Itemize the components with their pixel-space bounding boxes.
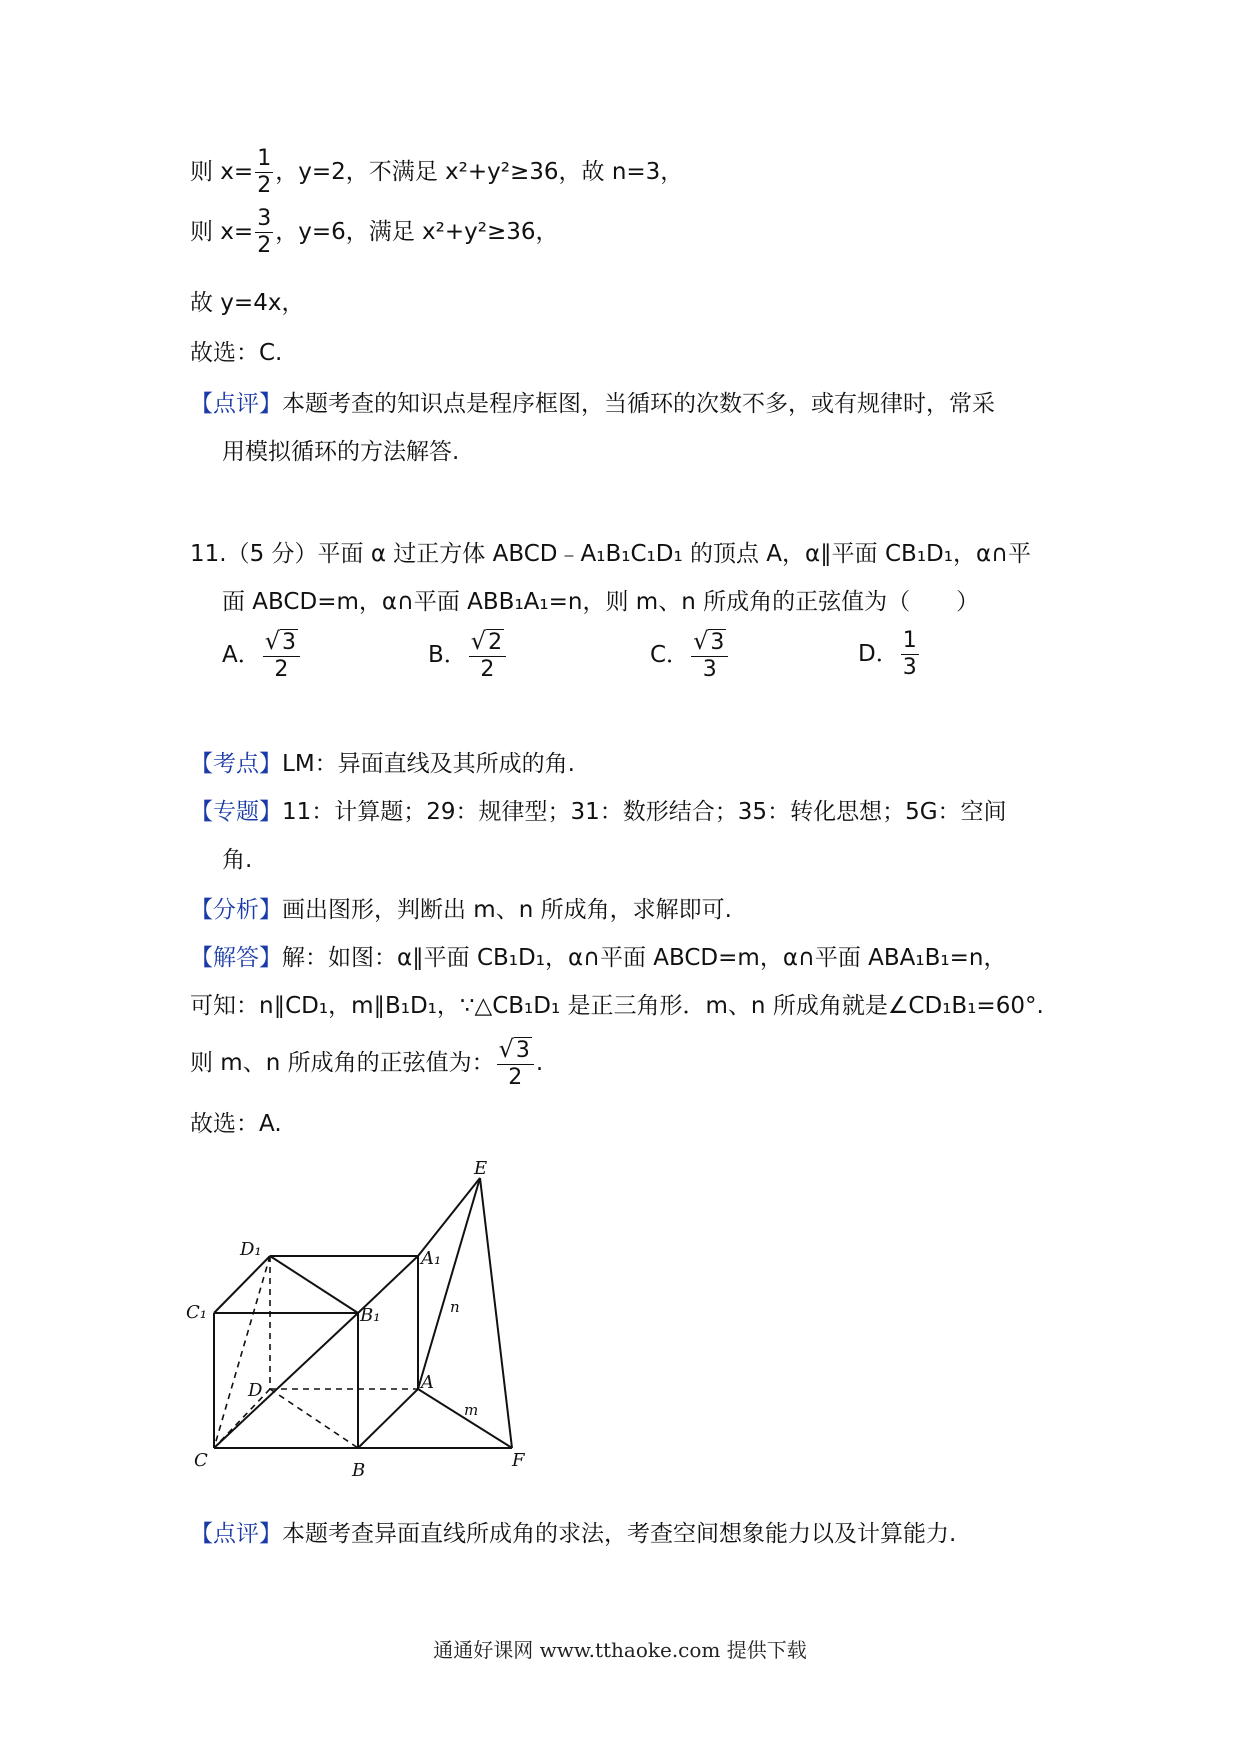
zhuanti-text: 11：计算题；29：规律型；31：数形结合；35：转化思想；5G：空间	[282, 799, 1007, 825]
jieda-line-3	[190, 1036, 543, 1091]
label-c1: C₁	[186, 1302, 207, 1323]
edge-d1-b1	[270, 1256, 358, 1313]
label-b: B	[352, 1460, 366, 1481]
edge-d-b	[270, 1389, 358, 1448]
radicand: 2	[488, 630, 503, 655]
review-text: 本题考查的知识点是程序框图，当循环的次数不多，或有规律时，常采	[282, 391, 995, 417]
numerator	[497, 1036, 534, 1064]
sqrt	[499, 1036, 532, 1064]
label-a: A	[421, 1372, 434, 1393]
label-f: F	[512, 1450, 525, 1471]
text: .	[535, 1050, 544, 1076]
radicand: 3	[710, 630, 725, 655]
fraction	[255, 206, 273, 259]
fenxi-line	[190, 894, 732, 926]
text: 则 x=	[190, 159, 254, 185]
review-1-cont: 用模拟循环的方法解答.	[222, 439, 460, 465]
radicand: 3	[282, 630, 297, 655]
kaodian-line	[190, 748, 575, 780]
zhuanti-line	[190, 796, 1007, 828]
choice-d	[858, 628, 921, 681]
radicand: 3	[515, 1038, 530, 1063]
fenxi-text: 画出图形，判断出 m、n 所成角，求解即可.	[282, 897, 732, 923]
numerator: 1	[902, 628, 917, 653]
line-n	[418, 1178, 480, 1389]
fraction	[691, 628, 728, 683]
question-11-line-1: 11.（5 分）平面 α 过正方体 ABCD﹣A₁B₁C₁D₁ 的顶点 A，α∥平面 CB₁D₁，α∩平	[190, 541, 1031, 567]
fraction	[263, 628, 300, 683]
text: ，y=2，不满足 x²+y²≥36，故 n=3，	[275, 159, 684, 185]
text: 则 x=	[190, 219, 254, 245]
sqrt	[471, 628, 504, 656]
kaodian-tag: 【考点】	[190, 751, 282, 777]
denominator: 3	[902, 655, 917, 680]
label-b1: B₁	[360, 1305, 381, 1326]
denominator: 2	[497, 1064, 534, 1091]
line-1	[190, 146, 683, 199]
fraction	[901, 628, 919, 681]
edge-e-f	[480, 1178, 512, 1448]
numerator: 3	[257, 206, 272, 231]
denominator: 2	[257, 173, 272, 198]
text: ，y=6，满足 x²+y²≥36，	[275, 219, 559, 245]
radical-sign: √	[264, 627, 281, 655]
review-2	[190, 1518, 956, 1550]
page-footer: 通通好课网 www.tthaoke.com 提供下载	[433, 1638, 807, 1662]
zhuanti-tag: 【专题】	[190, 799, 282, 825]
edge-d1-c1	[214, 1256, 270, 1313]
review-1	[190, 388, 995, 420]
edge-a1-e	[418, 1178, 480, 1256]
label-d1: D₁	[240, 1239, 262, 1260]
vertex-labels	[186, 1158, 526, 1481]
choice-c	[650, 628, 730, 683]
choice-label: A．	[222, 642, 261, 668]
choice-label: C．	[650, 642, 690, 668]
label-m: m	[464, 1401, 479, 1419]
sqrt	[693, 628, 726, 656]
radical-sign: √	[470, 627, 487, 655]
choice-label: D．	[858, 641, 899, 667]
fraction	[469, 628, 506, 683]
numerator	[691, 628, 728, 656]
cube-figure	[186, 1158, 550, 1490]
radical-sign: √	[693, 627, 709, 655]
numerator	[469, 628, 506, 656]
choice-a	[222, 628, 302, 683]
jieda-line-2: 可知：n∥CD₁，m∥B₁D₁，∵△CB₁D₁ 是正三角形．m、n 所成角就是∠CD₁B₁=60°.	[190, 993, 1044, 1019]
radical-sign: √	[498, 1035, 514, 1063]
jieda-line	[190, 942, 1006, 974]
line-4: 故选：C.	[190, 340, 283, 366]
denominator: 2	[263, 656, 300, 683]
denominator: 3	[691, 656, 728, 683]
edge-b-a	[358, 1389, 418, 1448]
line-2	[190, 206, 559, 259]
kaodian-text: LM：异面直线及其所成的角.	[282, 751, 575, 777]
denominator: 2	[469, 656, 506, 683]
review-tag: 【点评】	[190, 1521, 282, 1547]
review-text: 本题考查异面直线所成角的求法，考查空间想象能力以及计算能力.	[282, 1521, 957, 1547]
review-tag: 【点评】	[190, 391, 282, 417]
choice-label: B．	[428, 642, 467, 668]
jieda-tag: 【解答】	[190, 945, 282, 971]
label-d: D	[248, 1380, 263, 1401]
denominator: 2	[257, 233, 272, 258]
label-c: C	[194, 1450, 208, 1471]
numerator	[263, 628, 300, 656]
answer-choices	[222, 628, 982, 688]
choice-b	[428, 628, 508, 683]
edge-c-b1	[214, 1313, 358, 1448]
label-e: E	[474, 1158, 488, 1179]
question-11-line-2: 面 ABCD=m，α∩平面 ABB₁A₁=n，则 m、n 所成角的正弦值为（ ）	[222, 589, 980, 615]
fraction	[497, 1036, 534, 1091]
jieda-text: 解：如图：α∥平面 CB₁D₁，α∩平面 ABCD=m，α∩平面 ABA₁B₁=n，	[282, 945, 1007, 971]
zhuanti-cont: 角.	[222, 847, 253, 873]
jieda-line-4: 故选：A.	[190, 1111, 282, 1137]
fenxi-tag: 【分析】	[190, 897, 282, 923]
text: 则 m、n 所成角的正弦值为：	[190, 1050, 495, 1076]
line-3: 故 y=4x，	[190, 290, 305, 316]
sqrt	[265, 628, 298, 656]
fraction	[255, 146, 273, 199]
numerator: 1	[257, 146, 272, 171]
label-a1: A₁	[421, 1248, 442, 1269]
label-n: n	[450, 1298, 460, 1316]
